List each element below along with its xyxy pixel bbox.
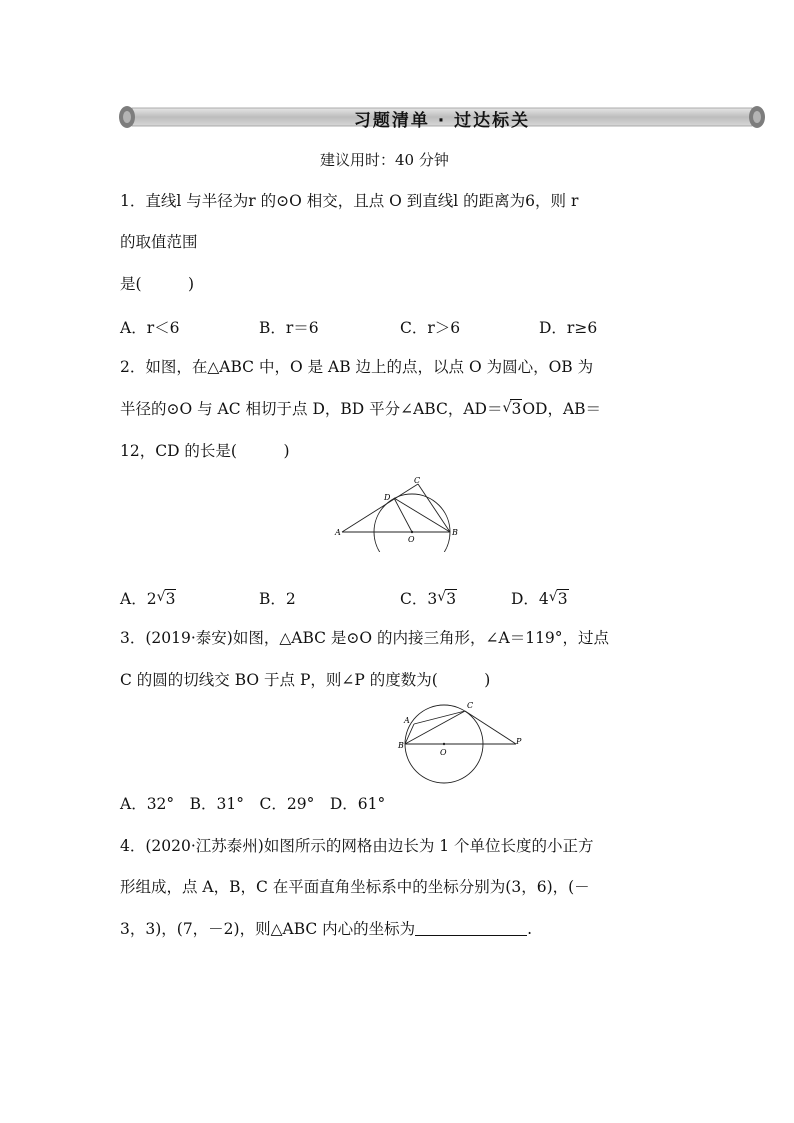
label-c: C: [414, 476, 421, 485]
q3-figure: [392, 694, 532, 786]
q4-answer-blank[interactable]: [415, 920, 527, 936]
label-a: A: [404, 716, 410, 725]
suggested-time: 建议用时：40 分钟: [320, 151, 449, 169]
q1-text-line3: 是( ): [120, 275, 195, 293]
label-b: B: [398, 741, 404, 750]
q4-text-line3: 3，3)，(7，－2)，则△ABC 内心的坐标为 .: [120, 920, 533, 938]
q2-option-a[interactable]: A．2 √ 3: [120, 589, 176, 608]
label-o: O: [408, 535, 415, 544]
q2-line2-post: OD，AB＝: [522, 400, 602, 418]
label-b: B: [452, 528, 458, 537]
q4-text-line1: 4．(2020·江苏泰州)如图所示的网格由边长为 1 个单位长度的小正方: [120, 837, 594, 855]
q3-options[interactable]: A．32° B．31° C．29° D．61°: [120, 795, 386, 813]
q2-figure: [330, 472, 470, 552]
q1-option-c[interactable]: C．r＞6: [400, 319, 461, 337]
label-d: D: [384, 493, 391, 502]
q2-option-c[interactable]: C．3 √ 3: [400, 589, 457, 608]
q1-option-a[interactable]: A．r＜6: [120, 319, 180, 337]
q2-text-line3: 12，CD 的长是( ): [120, 442, 290, 460]
q2-option-d[interactable]: D．4 √ 3: [511, 589, 568, 608]
q2-line2-pre: 半径的⊙O 与 AC 相切于点 D，BD 平分∠ABC，AD＝: [120, 400, 503, 418]
label-p: P: [516, 737, 522, 746]
q1-option-d[interactable]: D．r≥6: [539, 319, 598, 337]
tangent-cp: [465, 711, 516, 744]
label-o: O: [440, 748, 447, 757]
q1-text-line2: 的取值范围: [120, 233, 198, 251]
segment-ac: [342, 484, 418, 532]
segment-bc: [405, 711, 465, 744]
q3-text-line2: C 的圆的切线交 BO 于点 P，则∠P 的度数为( ): [120, 671, 491, 689]
q4-text-line2: 形组成，点 A，B，C 在平面直角坐标系中的坐标分别为(3，6)，(－: [120, 878, 590, 896]
q2-text-line1: 2．如图，在△ABC 中，O 是 AB 边上的点，以点 O 为圆心，OB 为: [120, 358, 594, 376]
segment-ac: [414, 711, 465, 724]
q1-option-b[interactable]: B．r＝6: [259, 319, 319, 337]
segment-bd: [394, 498, 450, 532]
sqrt-expression: √ 3: [502, 400, 522, 418]
q3-text-line1: 3．(2019·泰安)如图，△ABC 是⊙O 的内接三角形，∠A＝119°，过点: [120, 629, 610, 647]
label-a: A: [335, 528, 341, 537]
segment-bc: [418, 484, 450, 532]
q2-option-b[interactable]: B．2: [259, 590, 296, 608]
section-banner: [118, 104, 766, 130]
q1-text-line1: 1．直线l 与半径为r 的⊙O 相交，且点 O 到直线l 的距离为6，则 r: [120, 192, 579, 210]
label-c: C: [467, 701, 474, 710]
section-title: 习题清单 · 过达标关: [353, 111, 531, 131]
q2-text-line2: [120, 399, 601, 419]
